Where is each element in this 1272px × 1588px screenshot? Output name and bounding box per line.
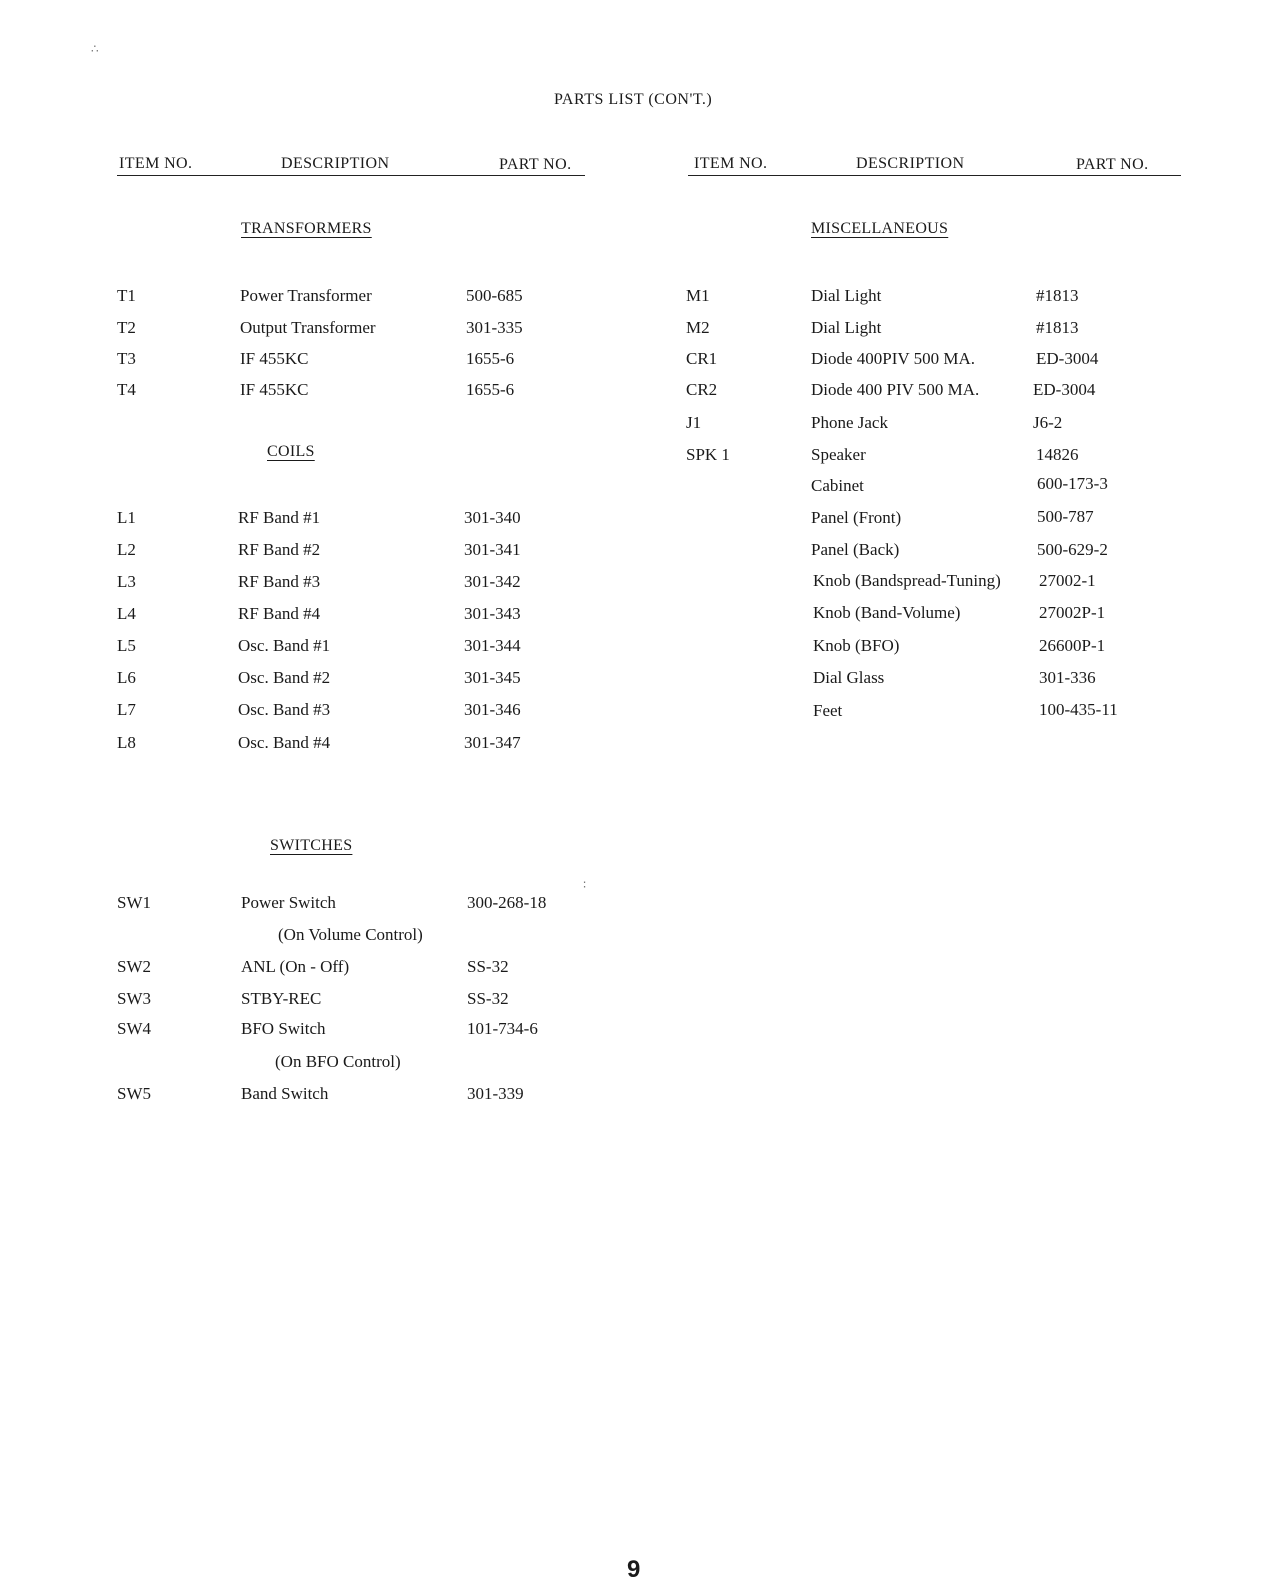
left-header-item-no: ITEM NO. [119, 155, 193, 172]
description: Output Transformer [240, 318, 376, 337]
item-no: SW5 [117, 1084, 151, 1103]
item-no: T2 [117, 318, 136, 337]
description: Speaker [811, 445, 866, 464]
item-no: L2 [117, 540, 136, 559]
item-no: L7 [117, 700, 136, 719]
right-header-rule [688, 175, 1181, 176]
item-no: M1 [686, 286, 710, 305]
part-no: SS-32 [467, 957, 509, 976]
description: ANL (On - Off) [241, 957, 350, 976]
part-no: #1813 [1036, 318, 1079, 337]
scan-speck-mark: ∴ [91, 42, 99, 56]
description: RF Band #3 [238, 572, 321, 591]
part-no: J6-2 [1033, 413, 1063, 432]
description: Dial Glass [813, 668, 885, 687]
description-note: (On BFO Control) [275, 1052, 401, 1071]
part-no: 26600P-1 [1039, 636, 1106, 655]
part-no: 600-173-3 [1037, 474, 1108, 493]
part-no: 14826 [1036, 445, 1079, 464]
description: BFO Switch [241, 1019, 326, 1038]
description: Diode 400 PIV 500 MA. [811, 380, 980, 399]
item-no: SPK 1 [686, 445, 730, 464]
description: Knob (BFO) [813, 636, 900, 655]
part-no: 100-435-11 [1039, 700, 1118, 719]
part-no: 301-339 [467, 1084, 524, 1103]
section-heading-coils: COILS [267, 443, 315, 460]
description: Feet [813, 701, 843, 720]
description: STBY-REC [241, 989, 322, 1008]
description: RF Band #1 [238, 508, 321, 527]
part-no: ED-3004 [1036, 349, 1099, 368]
section-heading-miscellaneous: MISCELLANEOUS [811, 220, 949, 237]
description: Osc. Band #3 [238, 700, 331, 719]
page-title: PARTS LIST (CON'T.) [554, 91, 713, 108]
description-note: (On Volume Control) [278, 925, 423, 944]
right-header-part-no: PART NO. [1076, 156, 1149, 173]
part-no: 1655-6 [466, 380, 515, 399]
left-header-description: DESCRIPTION [281, 155, 390, 172]
description: Power Switch [241, 893, 336, 912]
item-no: CR2 [686, 380, 718, 399]
item-no: L4 [117, 604, 136, 623]
part-no: 301-347 [464, 733, 521, 752]
description: Dial Light [811, 286, 882, 305]
description: Osc. Band #1 [238, 636, 331, 655]
item-no: SW1 [117, 893, 151, 912]
description: Power Transformer [240, 286, 372, 305]
item-no: L5 [117, 636, 136, 655]
item-no: L1 [117, 508, 136, 527]
item-no: SW3 [117, 989, 151, 1008]
description: Dial Light [811, 318, 882, 337]
part-no: 101-734-6 [467, 1019, 538, 1038]
page-number: 9 [627, 1556, 641, 1583]
part-no: 300-268-18 [467, 893, 547, 912]
part-no: 301-345 [464, 668, 521, 687]
description: Knob (Bandspread-Tuning) [813, 571, 1001, 590]
part-no: 301-335 [466, 318, 523, 337]
description: Osc. Band #2 [238, 668, 331, 687]
item-no: M2 [686, 318, 710, 337]
description: Phone Jack [811, 413, 888, 432]
section-heading-switches: SWITCHES [270, 837, 353, 854]
item-no: T3 [117, 349, 136, 368]
description: Osc. Band #4 [238, 733, 331, 752]
part-no: ED-3004 [1033, 380, 1096, 399]
description: Knob (Band-Volume) [813, 603, 961, 622]
part-no: 500-787 [1037, 507, 1094, 526]
description: Band Switch [241, 1084, 329, 1103]
section-heading-transformers: TRANSFORMERS [241, 220, 372, 237]
part-no: 301-342 [464, 572, 521, 591]
item-no: T4 [117, 380, 136, 399]
right-header-description: DESCRIPTION [856, 155, 965, 172]
part-no: 301-340 [464, 508, 521, 527]
part-no: 301-346 [464, 700, 521, 719]
item-no: L8 [117, 733, 136, 752]
part-no: 27002-1 [1039, 571, 1096, 590]
left-header-part-no: PART NO. [499, 156, 572, 173]
description: Cabinet [811, 476, 864, 495]
part-no: 301-341 [464, 540, 521, 559]
description: RF Band #2 [238, 540, 321, 559]
left-header-rule [117, 175, 585, 176]
description: IF 455KC [240, 380, 309, 399]
item-no: L6 [117, 668, 136, 687]
part-no: SS-32 [467, 989, 509, 1008]
part-no: 27002P-1 [1039, 603, 1106, 622]
part-no: 1655-6 [466, 349, 515, 368]
description: RF Band #4 [238, 604, 321, 623]
part-no: 301-343 [464, 604, 521, 623]
description: Panel (Front) [811, 508, 902, 527]
part-no: 301-344 [464, 636, 521, 655]
item-no: J1 [686, 413, 702, 432]
part-no: 301-336 [1039, 668, 1096, 687]
item-no: T1 [117, 286, 136, 305]
part-no: 500-629-2 [1037, 540, 1108, 559]
scan-speck-mark: ∶ [583, 878, 587, 892]
description: Diode 400PIV 500 MA. [811, 349, 976, 368]
item-no: CR1 [686, 349, 718, 368]
item-no: SW2 [117, 957, 151, 976]
item-no: SW4 [117, 1019, 151, 1038]
description: IF 455KC [240, 349, 309, 368]
description: Panel (Back) [811, 540, 900, 559]
part-no: 500-685 [466, 286, 523, 305]
item-no: L3 [117, 572, 136, 591]
part-no: #1813 [1036, 286, 1079, 305]
right-header-item-no: ITEM NO. [694, 155, 768, 172]
